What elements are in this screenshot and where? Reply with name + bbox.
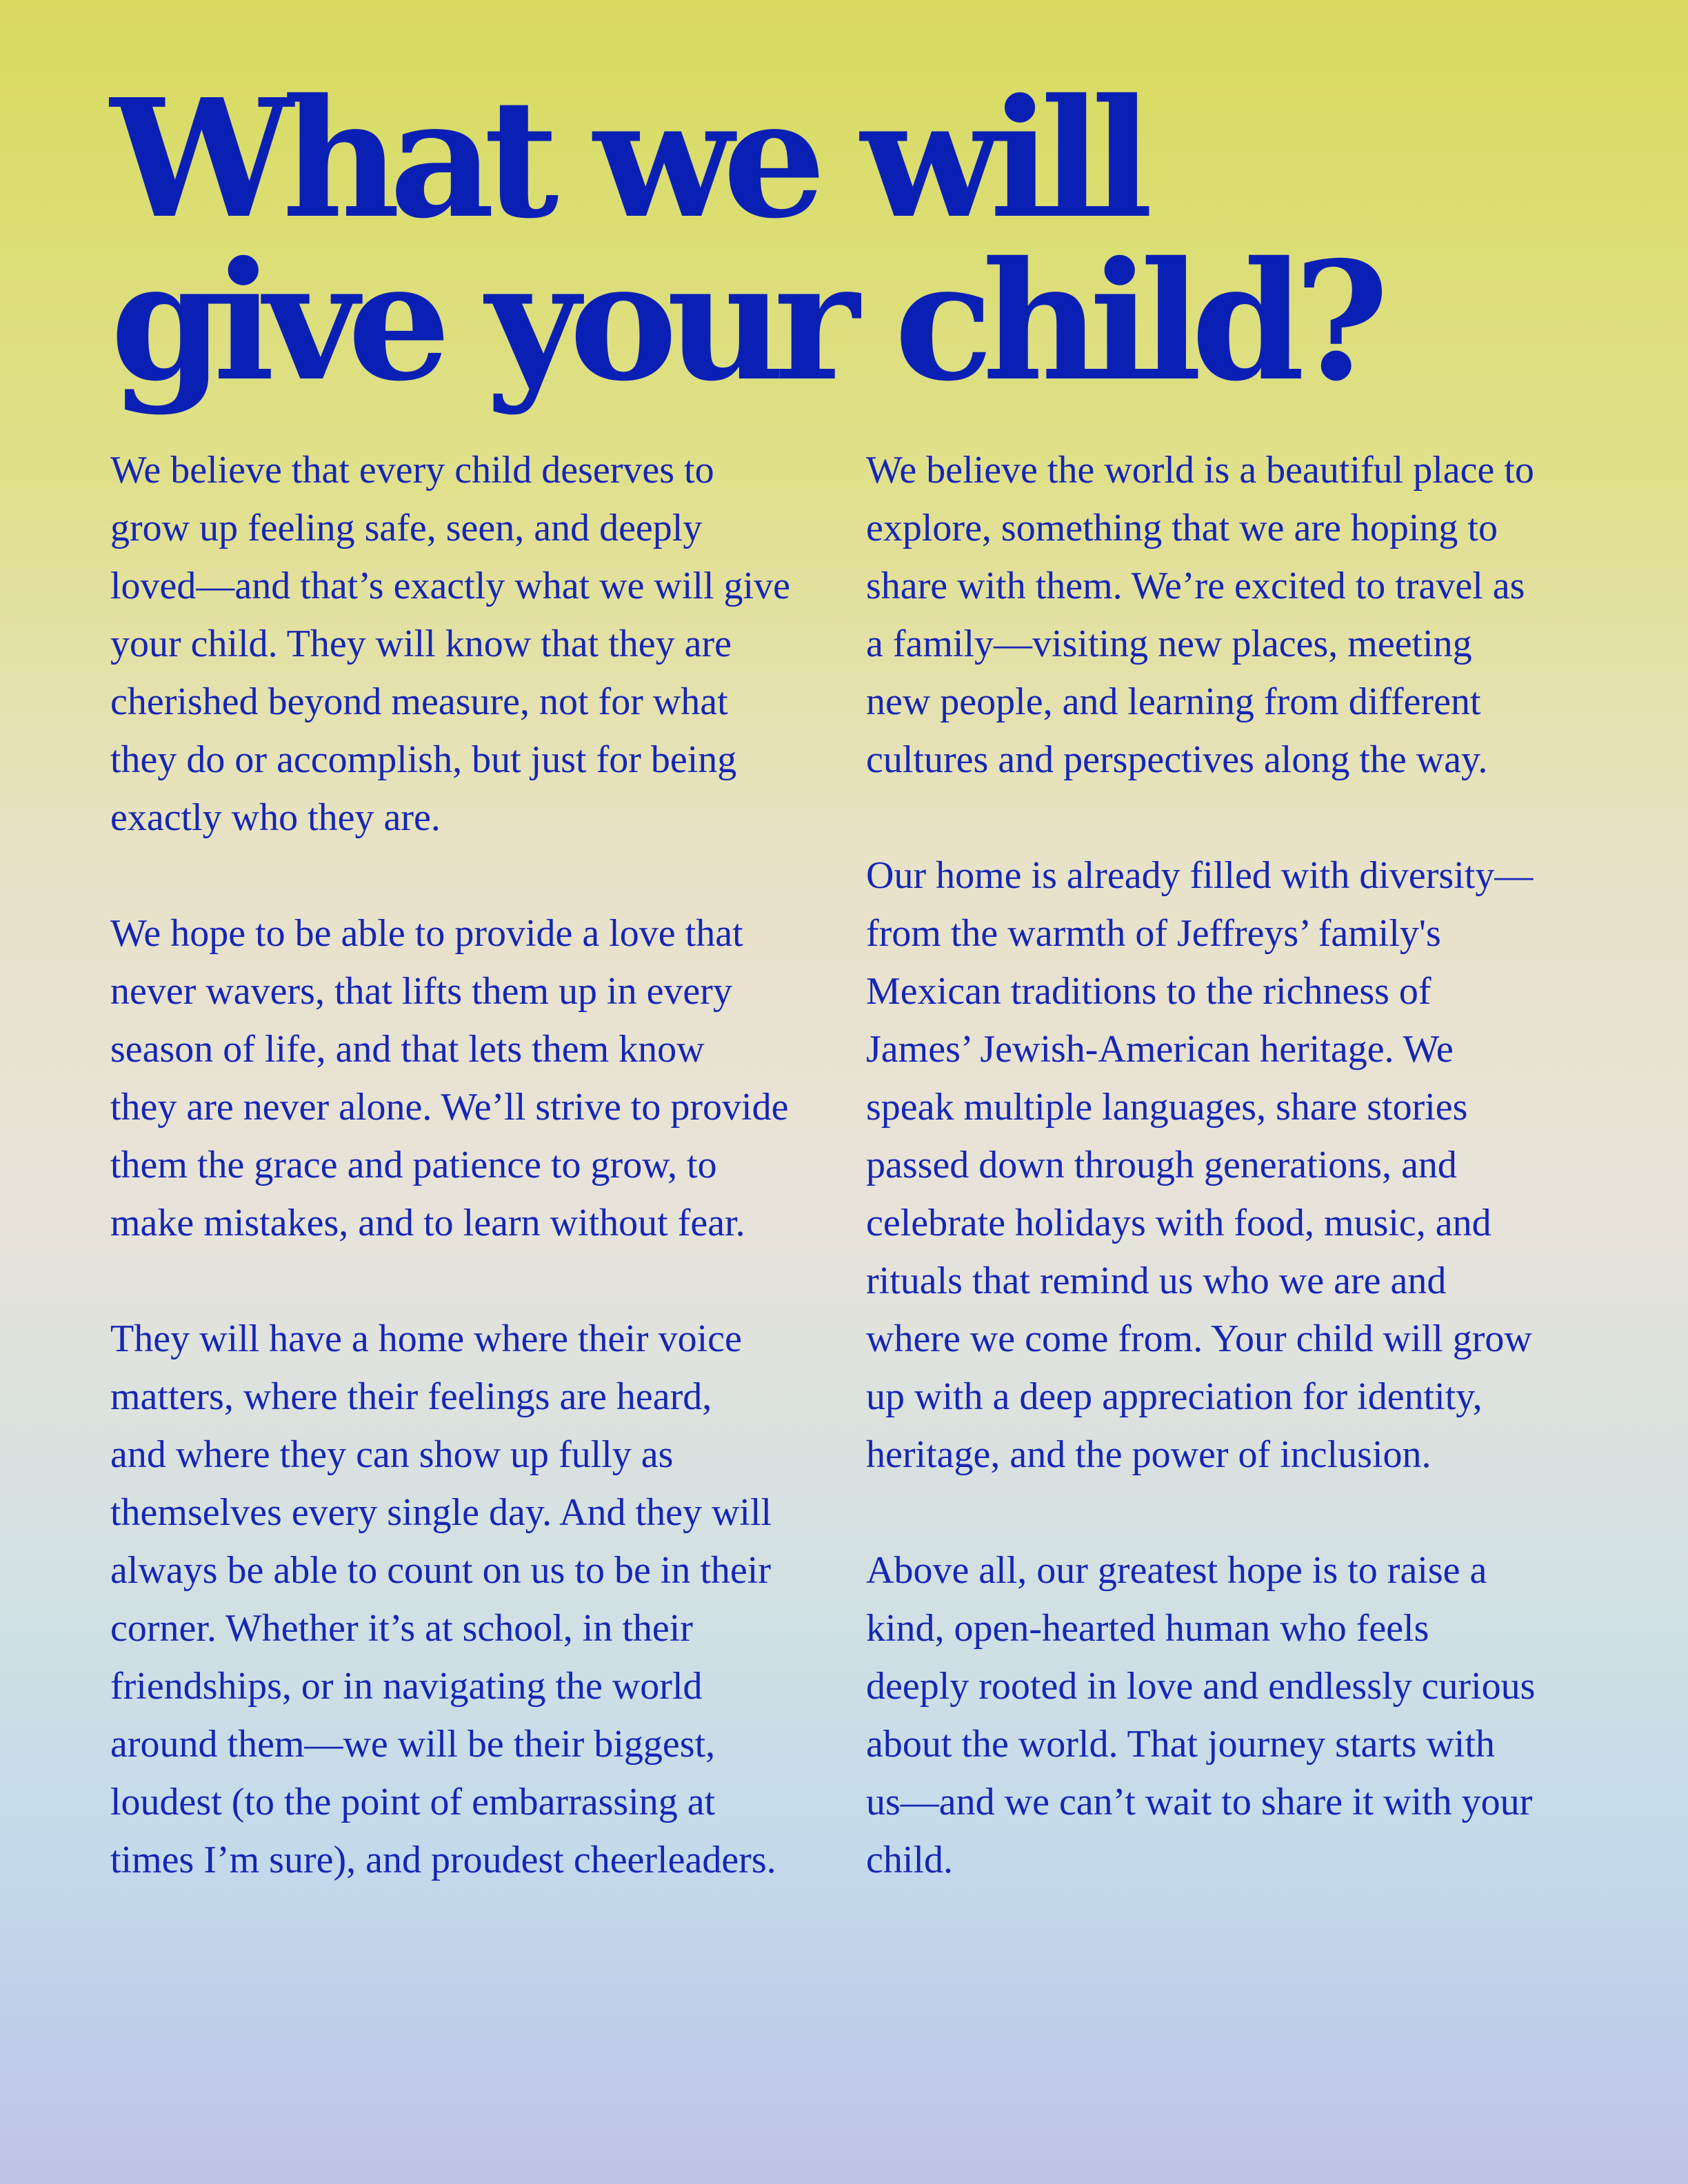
text-line: heritage, and the power of inclusion. <box>866 1433 1431 1476</box>
text-line: your child. They will know that they are <box>110 623 732 665</box>
text-line: season of life, and that lets them know <box>110 1028 705 1071</box>
text-line: rituals that remind us who we are and <box>866 1260 1447 1302</box>
text-line: explore, something that we are hoping to <box>866 507 1498 549</box>
paragraph-left-1 <box>110 441 827 847</box>
text-line: cherished beyond measure, not for what <box>110 680 728 723</box>
text-line: passed down through generations, and <box>866 1144 1457 1186</box>
text-line: speak multiple languages, share stories <box>866 1086 1468 1129</box>
right-column <box>866 441 1583 1947</box>
paragraph-right-2 <box>866 847 1583 1484</box>
text-line: matters, where their feelings are heard, <box>110 1375 712 1418</box>
paragraph-right-1 <box>866 441 1583 789</box>
text-line: cultures and perspectives along the way. <box>866 738 1488 781</box>
text-line: us—and we can’t wait to share it with your <box>866 1781 1533 1823</box>
text-line: make mistakes, and to learn without fear. <box>110 1202 745 1244</box>
text-line: times I’m sure), and proudest cheerleaders. <box>110 1839 776 1881</box>
page-title-line-2: give your child? <box>110 225 1378 417</box>
text-line: where we come from. Your child will grow <box>866 1317 1532 1360</box>
paragraph-left-2 <box>110 904 827 1252</box>
text-line: always be able to count on us to be in their <box>110 1549 771 1592</box>
text-line: and where they can show up fully as <box>110 1433 674 1476</box>
paragraph-right-3 <box>866 1541 1583 1889</box>
text-line: themselves every single day. And they will <box>110 1491 772 1534</box>
text-line: around them—we will be their biggest, <box>110 1723 716 1766</box>
paragraph-left-3 <box>110 1310 827 1889</box>
text-line: celebrate holidays with food, music, and <box>866 1202 1491 1244</box>
text-line: corner. Whether it’s at school, in their <box>110 1607 693 1650</box>
text-line: from the warmth of Jeffreys’ family's <box>866 912 1441 955</box>
text-line: share with them. We’re excited to travel as <box>866 565 1525 607</box>
text-line: We believe that every child deserves to <box>110 449 714 492</box>
text-line: about the world. That journey starts with <box>866 1723 1495 1766</box>
text-line: they are never alone. We’ll strive to provide <box>110 1086 789 1129</box>
text-line: new people, and learning from different <box>866 680 1481 723</box>
text-line: never wavers, that lifts them up in every <box>110 970 732 1013</box>
text-line: up with a deep appreciation for identity, <box>866 1375 1483 1418</box>
text-line: them the grace and patience to grow, to <box>110 1144 717 1186</box>
left-column <box>110 441 827 1947</box>
page-title-line-1: What we will <box>110 63 1143 254</box>
text-line: kind, open-hearted human who feels <box>866 1607 1429 1650</box>
text-line: they do or accomplish, but just for being <box>110 738 737 781</box>
text-line: They will have a home where their voice <box>110 1317 742 1360</box>
page-title <box>110 63 1378 417</box>
text-line: Our home is already filled with diversity— <box>866 854 1534 897</box>
text-line: loved—and that’s exactly what we will give <box>110 565 790 607</box>
text-line: deeply rooted in love and endlessly curious <box>866 1665 1536 1708</box>
text-line: grow up feeling safe, seen, and deeply <box>110 507 703 549</box>
text-line: loudest (to the point of embarrassing at <box>110 1781 716 1823</box>
text-line: friendships, or in navigating the world <box>110 1665 703 1708</box>
text-line: a family—visiting new places, meeting <box>866 623 1472 665</box>
text-line: Above all, our greatest hope is to raise a <box>866 1549 1487 1592</box>
text-line: We hope to be able to provide a love that <box>110 912 743 955</box>
text-line: child. <box>866 1839 953 1881</box>
text-line: Mexican traditions to the richness of <box>866 970 1431 1013</box>
text-line: We believe the world is a beautiful place to <box>866 449 1534 492</box>
text-line: exactly who they are. <box>110 796 441 839</box>
text-line: James’ Jewish-American heritage. We <box>866 1028 1454 1071</box>
